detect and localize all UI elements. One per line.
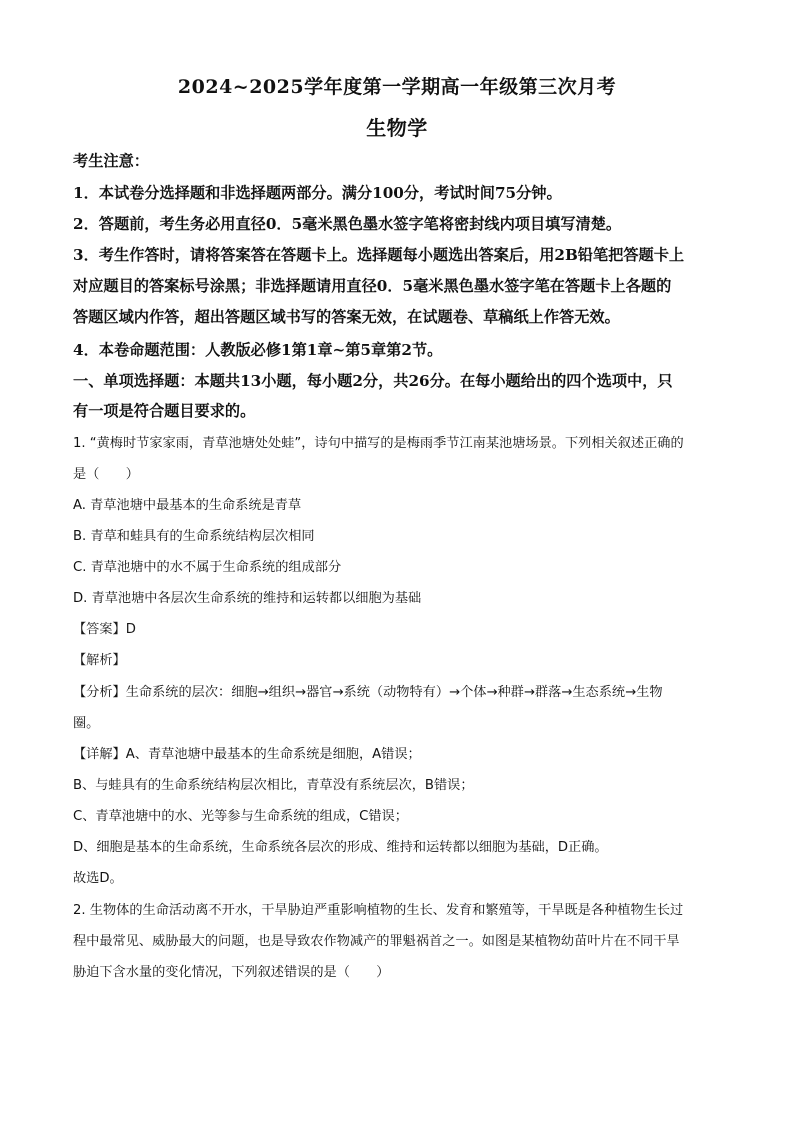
option-b: B. 青草和蛙具有的生命系统结构层次相同 xyxy=(73,529,315,544)
section-heading-cont: 有一项是符合题目要求的。 xyxy=(73,402,256,420)
section-heading: 一、单项选择题：本题共13小题，每小题2分，共26分。在每小题给出的四个选项中，只 xyxy=(73,372,673,390)
analysis-summary-cont: 圈。 xyxy=(73,716,100,731)
option-c: C. 青草池塘中的水不属于生命系统的组成部分 xyxy=(73,560,342,575)
option-d: D. 青草池塘中各层次生命系统的维持和运转都以细胞为基础 xyxy=(73,591,422,606)
question-1-stem: 1. “黄梅时节家家雨，青草池塘处处蛙”，诗句中描写的是梅雨季节江南某池塘场景。下列相关叙述正确的 xyxy=(73,436,684,451)
notice-item: 3．考生作答时，请将答案答在答题卡上。选择题每小题选出答案后，用2B铅笔把答题卡上 xyxy=(73,246,685,264)
detail-line: B、与蛙具有的生命系统结构层次相比，青草没有系统层次，B错误； xyxy=(73,778,474,793)
analysis-summary: 【分析】生命系统的层次：细胞→组织→器官→系统（动物特有）→个体→种群→群落→生态系统→生物 xyxy=(73,685,663,700)
notice-item: 4．本卷命题范围：人教版必修1第1章~第5章第2节。 xyxy=(73,341,443,359)
notice-heading: 考生注意： xyxy=(73,152,149,170)
analysis-tag: 【解析】 xyxy=(73,653,126,668)
conclusion-line: 故选D。 xyxy=(73,871,123,886)
answer-line: 【答案】D xyxy=(73,622,136,637)
notice-item: 2．答题前，考生务必用直径0．5毫米黑色墨水签字笔将密封线内项目填写清楚。 xyxy=(73,215,622,233)
subject-title: 生物学 xyxy=(366,116,428,140)
notice-item: 1．本试卷分选择题和非选择题两部分。满分100分，考试时间75分钟。 xyxy=(73,184,562,202)
question-2-stem: 2. 生物体的生命活动离不开水，干旱胁迫严重影响植物的生长、发育和繁殖等，干旱既是各种植物生长过 xyxy=(73,903,684,918)
question-2-stem-cont: 程中最常见、威胁最大的问题，也是导致农作物减产的罪魁祸首之一。如图是某植物幼苗叶片在不同干旱 xyxy=(73,934,680,949)
notice-item: 对应题目的答案标号涂黑；非选择题请用直径0．5毫米黑色墨水签字笔在答题卡上各题的 xyxy=(73,277,672,295)
exam-title: 2024~2025学年度第一学期高一年级第三次月考 xyxy=(177,76,617,98)
notice-item: 答题区域内作答，超出答题区域书写的答案无效，在试题卷、草稿纸上作答无效。 xyxy=(73,308,620,326)
detail-line: D、细胞是基本的生命系统，生命系统各层次的形成、维持和运转都以细胞为基础，D正确。 xyxy=(73,840,608,855)
detail-line: C、青草池塘中的水、光等参与生命系统的组成，C错误； xyxy=(73,809,408,824)
question-2-stem-cont: 胁迫下含水量的变化情况，下列叙述错误的是（ ） xyxy=(73,965,390,980)
option-a: A. 青草池塘中最基本的生命系统是青草 xyxy=(73,498,302,513)
detail-line: 【详解】A、青草池塘中最基本的生命系统是细胞，A错误； xyxy=(73,747,421,762)
question-1-stem-cont: 是（ ） xyxy=(73,467,139,482)
